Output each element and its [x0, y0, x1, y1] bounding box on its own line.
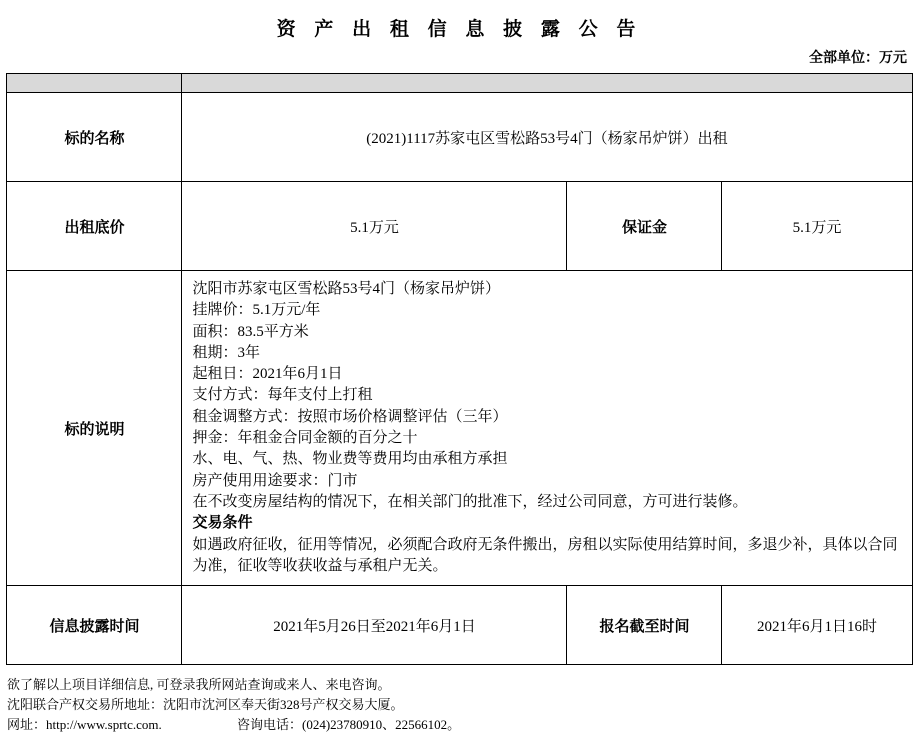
table-row-time: [7, 586, 912, 665]
description-line: 租金调整方式：按照市场价格调整评估（三年）: [192, 408, 508, 425]
description-line: 在不改变房屋结构的情况下，在相关部门的批准下，经过公司同意，方可进行装修。: [192, 493, 748, 510]
table-row-name: [7, 93, 912, 182]
label-deadline: 报名截至时间: [567, 586, 722, 665]
description-line: 沈阳市苏家屯区雪松路53号4门（杨家吊炉饼）: [192, 281, 500, 297]
value-deadline: 2021年6月1日16时: [722, 586, 912, 665]
description-line: 水、电、气、热、物业费等费用均由承租方承担: [192, 451, 508, 468]
unit-note: 全部单位：万元: [809, 51, 907, 66]
footer-website: 网址：http://www.sprtc.com.: [7, 717, 162, 733]
label-deposit: 保证金: [567, 182, 722, 271]
description-line: 押金：年租金合同金额的百分之十: [192, 430, 418, 447]
description-line: 支付方式：每年支付上打租: [192, 387, 373, 404]
description-line: 起租日：2021年6月1日: [192, 366, 343, 383]
disclosure-table: [6, 73, 912, 665]
value-subject-name: (2021)1117苏家屯区雪松路53号4门（杨家吊炉饼）出租: [182, 93, 912, 182]
header-cell-2: [182, 74, 912, 93]
footer-notes: [7, 675, 912, 735]
value-description: [182, 271, 912, 586]
footer-line-3: [7, 715, 912, 735]
footer-line-1: 欲了解以上项目详细信息, 可登录我所网站查询或来人、来电咨询。: [7, 677, 391, 693]
condition-title: 交易条件: [192, 515, 253, 532]
description-line: 房产使用用途要求：门市: [192, 472, 358, 489]
table-row-description: [7, 271, 912, 586]
value-base-price: 5.1万元: [182, 182, 567, 271]
condition-text: 如遇政府征收，征用等情况，必须配合政府无条件搬出，房租以实际使用结算时间，多退少补，具体以合同为准，征收等收获收益与承租户无关。: [192, 536, 898, 574]
description-line: 租期：3年: [192, 344, 260, 361]
label-base-price: 出租底价: [7, 182, 182, 271]
value-deposit: 5.1万元: [722, 182, 912, 271]
label-description: 标的说明: [7, 271, 182, 586]
label-disclosure-time: 信息披露时间: [7, 586, 182, 665]
value-disclosure-time: 2021年5月26日至2021年6月1日: [182, 586, 567, 665]
description-line: 挂牌价：5.1万元/年: [192, 302, 321, 319]
label-subject-name: 标的名称: [7, 93, 182, 182]
description-lines: [192, 279, 901, 513]
table-row-price: [7, 182, 912, 271]
page-title: 资 产 出 租 信 息 披 露 公 告: [276, 19, 643, 40]
description-line: 面积：83.5平方米: [192, 323, 309, 340]
header-cell-1: [7, 74, 182, 93]
footer-phone: 咨询电话：(024)23780910、22566102。: [237, 717, 461, 733]
table-header-band: [7, 74, 912, 93]
footer-line-2: 沈阳联合产权交易所地址：沈阳市沈河区奉天街328号产权交易大厦。: [7, 697, 404, 713]
